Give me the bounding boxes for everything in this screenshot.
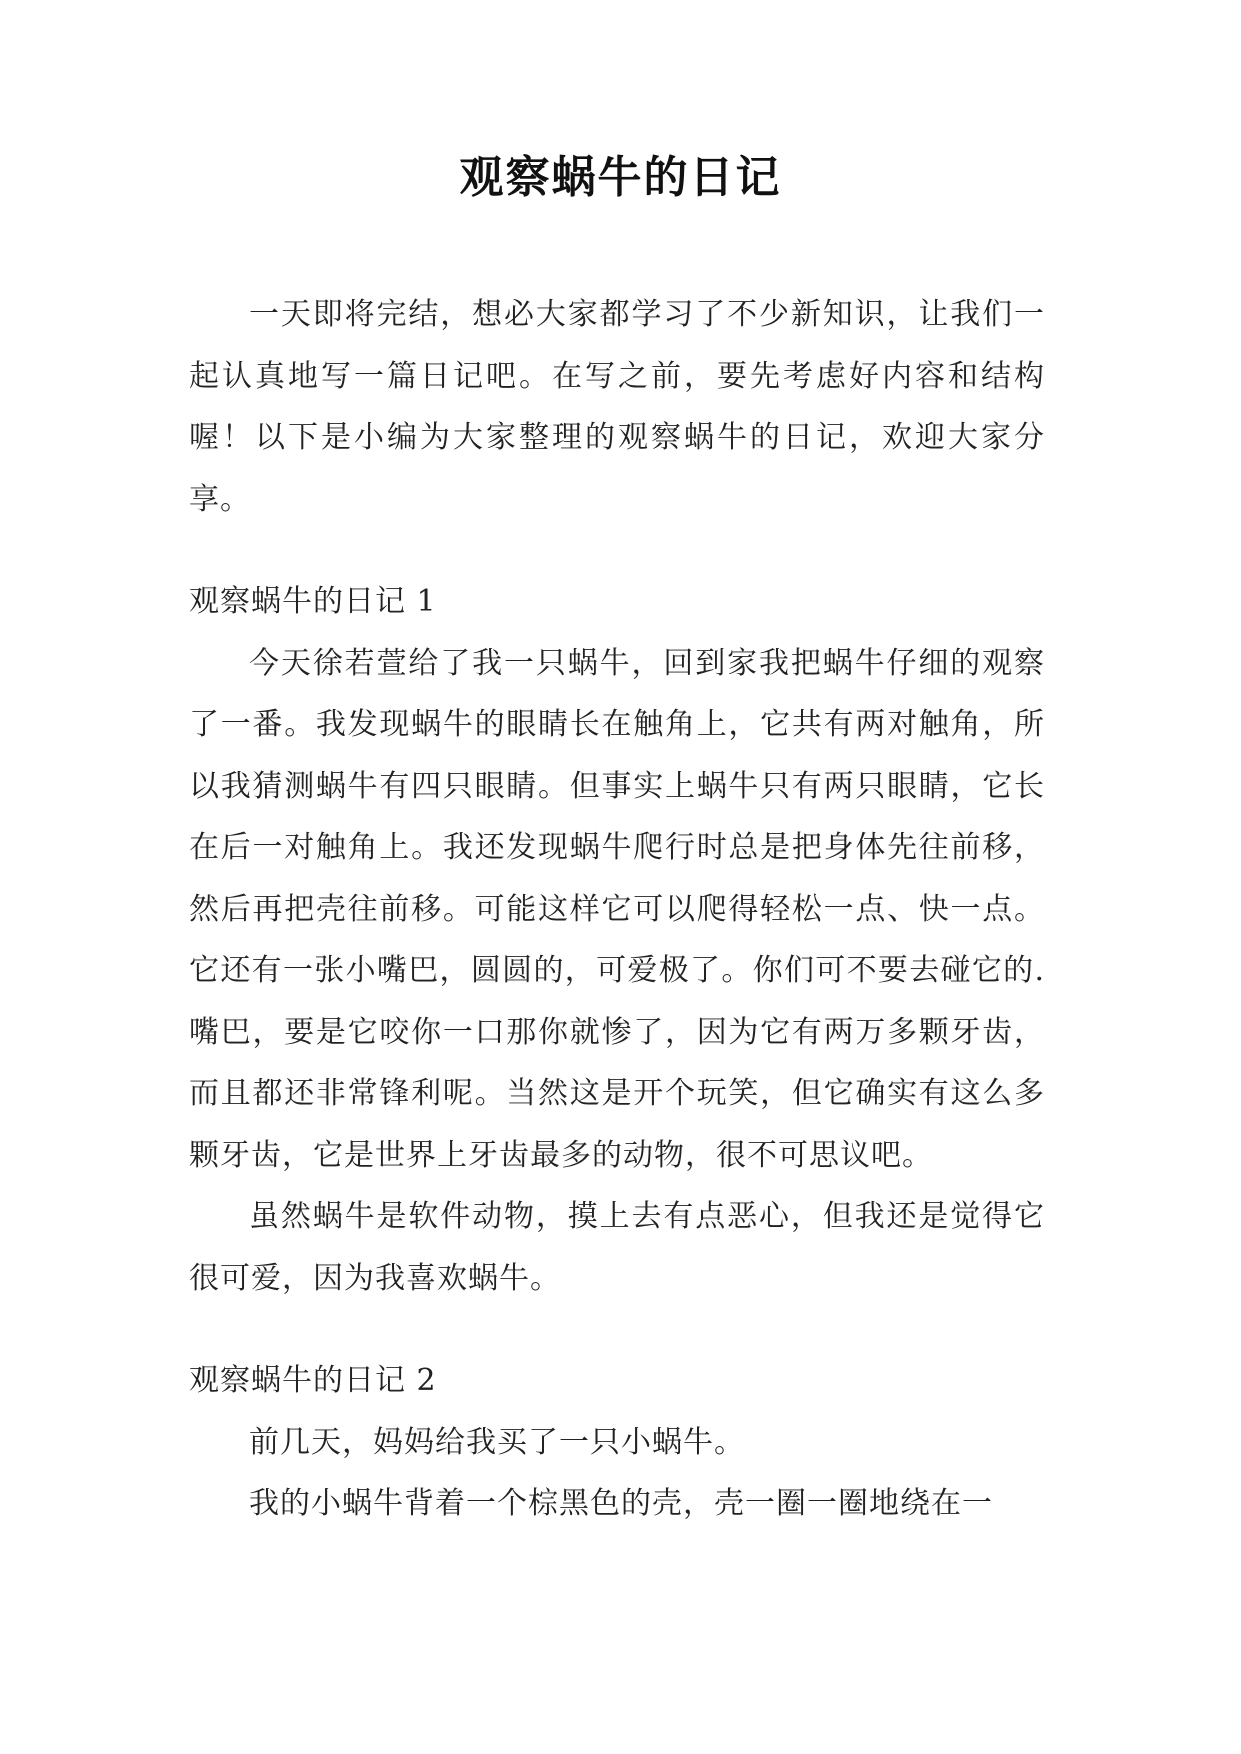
entry-heading-2: 观察蜗牛的日记 2 bbox=[189, 1363, 437, 1398]
entry-heading-1: 观察蜗牛的日记 1 bbox=[189, 584, 437, 619]
entry-2-paragraph-2: 我的小蜗牛背着一个棕黑色的壳，壳一圈一圈地绕在一 bbox=[249, 1486, 993, 1521]
entry-1-paragraph-2: 虽然蜗牛是软件动物，摸上去有点恶心，但我还是觉得它很可爱，因为我喜欢蜗牛。 bbox=[189, 1199, 1045, 1296]
section-spacer bbox=[189, 530, 1045, 571]
document-body bbox=[189, 284, 1045, 1535]
entry-1-paragraph-1: 今天徐若萱给了我一只蜗牛，回到家我把蜗牛仔细的观察了一番。我发现蜗牛的眼睛长在触角上，它共有两对触角，所以我猜测蜗牛有四只眼睛。但事实上蜗牛只有两只眼睛，它长在后一对触角上。我还发现蜗牛爬行时总是把身体先往前移，然后再把壳往前移。可能这样它可以爬得轻松一点、快一点。它还有一张小嘴巴，圆圆的，可爱极了。你们可不要去碰它的.嘴巴，要是它咬你一口那你就惨了，因为它有两万多颗牙齿，而且都还非常锋利呢。当然这是开个玩笑，但它确实有这么多颗牙齿，它是世界上牙齿最多的动物，很不可思议吧。 bbox=[189, 645, 1045, 1173]
intro-paragraph: 一天即将完结，想必大家都学习了不少新知识，让我们一起认真地写一篇日记吧。在写之前，要先考虑好内容和结构喔！以下是小编为大家整理的观察蜗牛的日记，欢迎大家分享。 bbox=[189, 297, 1045, 517]
entry-2-paragraph-1: 前几天，妈妈给我买了一只小蜗牛。 bbox=[249, 1424, 745, 1460]
document-title: 观察蜗牛的日记 bbox=[459, 152, 782, 203]
section-spacer bbox=[189, 1309, 1045, 1350]
